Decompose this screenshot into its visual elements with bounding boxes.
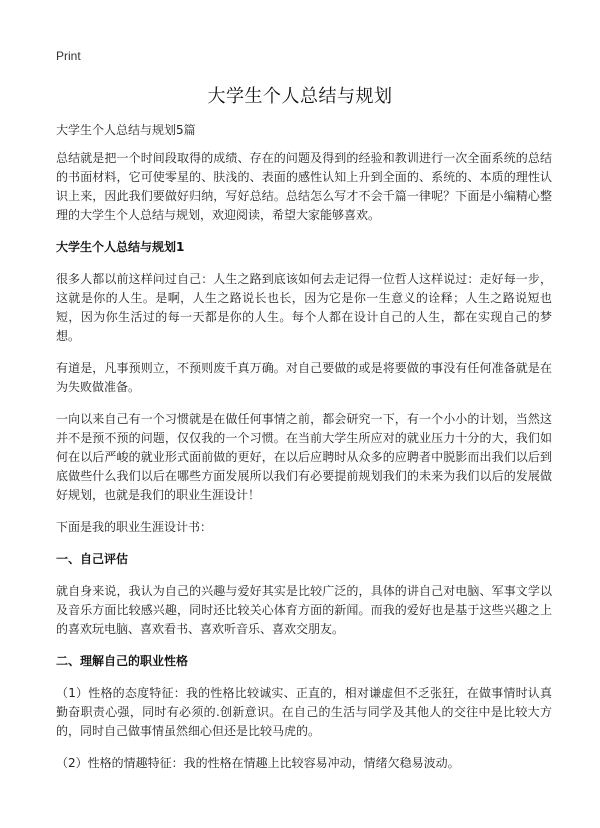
- page-title: 大学生个人总结与规划: [207, 86, 393, 107]
- paragraph-7: （2）性格的情趣特征：我的性格在情趣上比较容易冲动，情绪欠稳易波动。: [56, 756, 460, 770]
- document-subtitle: 大学生个人总结与规划5篇: [56, 123, 196, 137]
- heading-self-assessment: 一、自己评估: [56, 552, 129, 566]
- paragraph-1: 很多人都以前这样问过自己：人生之路到底该如何去走记得一位哲人这样说过：走好每一步，这就是你的人生。是啊，人生之路说长也长，因为它是你一生意义的诠释；人生之路说短也短，因为你生活过的每一天都是你的人生。每个人都在设计自己的人生，都在实现自己的梦想。: [56, 272, 552, 343]
- section-title-1: 大学生个人总结与规划1: [56, 240, 185, 254]
- paragraph-5: 就自身来说，我认为自己的兴趣与爱好其实是比较广泛的，具体的讲自己对电脑、军事文学以及音乐方面比较感兴趣，同时还比较关心体育方面的新闻。而我的爱好也是基于这些兴趣之上的喜欢玩电脑、喜欢看书、喜欢听音乐、喜欢交朋友。: [56, 584, 552, 636]
- document-body: [56, 121, 552, 786]
- heading-career-personality: 二、理解自己的职业性格: [56, 654, 189, 668]
- print-label: Print: [56, 49, 81, 63]
- paragraph-6: （1）性格的态度特征：我的性格比较诚实、正直的，相对谦虚但不乏张狂，在做事情时认真勤奋职责心强，同时有必须的.创新意识。在自己的生活与同学及其他人的交往中是比较大方的，同时自己做事情虽然细心但还是比较马虎的。: [56, 686, 552, 738]
- paragraph-3: 一向以来自己有一个习惯就是在做任何事情之前，都会研究一下，有一个小小的计划，当然这并不是预不预的问题，仅仅我的一个习惯。在当前大学生所应对的就业压力十分的大，我们如何在以后严峻的就业形式面前做的更好，在以后应聘时从众多的应聘者中脱影而出我们以后到底做些什么我们以后在哪些方面发展所以我们有必要提前规划我们的未来为我们以后的发展做好规划，也就是我们的职业生涯设计！: [56, 412, 552, 502]
- paragraph-4: 下面是我的职业生涯设计书：: [56, 520, 213, 534]
- paragraph-2: 有道是，凡事预则立，不预则废千真万确。对自己要做的或是将要做的事没有任何准备就是在为失败做准备。: [56, 361, 552, 394]
- intro-paragraph: 总结就是把一个时间段取得的成绩、存在的问题及得到的经验和教训进行一次全面系统的总结的书面材料，它可使零星的、肤浅的、表面的感性认知上升到全面的、系统的、本质的理性认识上来，因此我们要做好归纳，写好总结。总结怎么写才不会千篇一律呢？下面是小编精心整理的大学生个人总结与规划，欢迎阅读，希望大家能够喜欢。: [56, 151, 552, 222]
